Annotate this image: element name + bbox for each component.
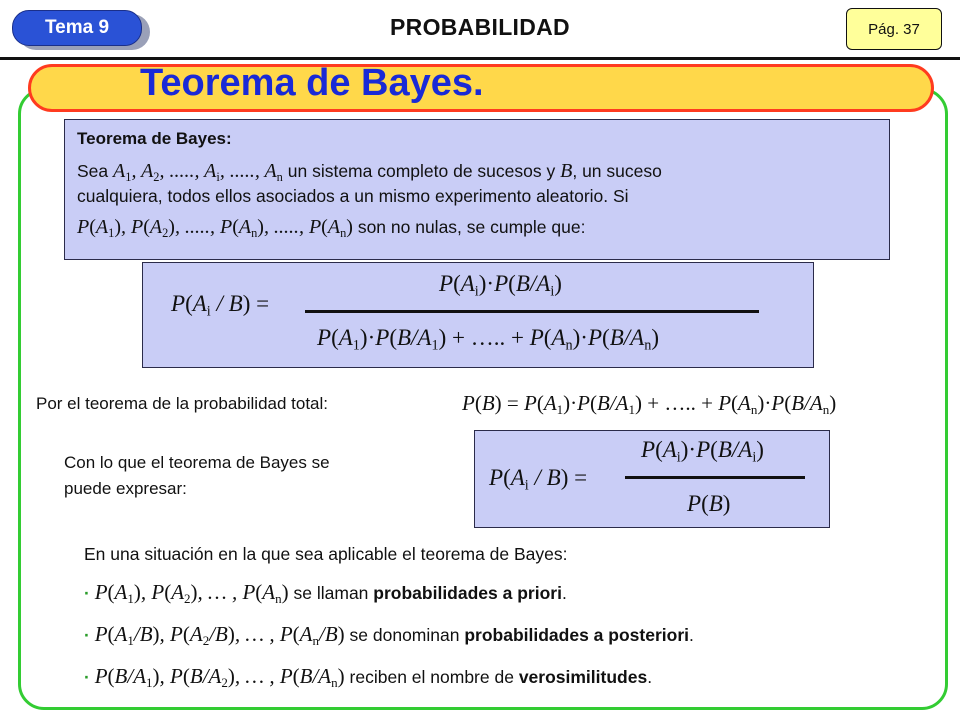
- likelihood-term: verosimilitudes: [518, 667, 648, 687]
- theorem-probs: $P(A_1)$, $P(A_2)$, ....., $P(A_n)$, ....., $P(A_n)$: [77, 216, 353, 240]
- prior-pre: se llaman: [293, 583, 369, 603]
- theorem-line3-post: son no nulas, se cumple que:: [357, 217, 586, 237]
- prior-item: [84, 580, 567, 607]
- posterior-post: .: [689, 625, 694, 645]
- prior-math: $P(A_1)$, $P(A_2)$, … , $P(A_n)$: [94, 580, 289, 607]
- bullet-icon: ·: [84, 583, 90, 603]
- total-prob-formula: $P(B) = P(A_1)\cdot P(B/A_1)$ + ….. + $P(A_n)\cdot P(B/A_n)$: [462, 391, 837, 418]
- theorem-line1-post: , un suceso: [572, 161, 662, 181]
- theorem-sets: $A_1$, $A_2$, ....., $A_i$, ....., $A_n$: [113, 160, 283, 184]
- theorem-mid: un sistema completo de sucesos y: [287, 161, 556, 181]
- total-prob-label: Por el teorema de la probabilidad total:: [36, 394, 329, 413]
- likelihood-pre: reciben el nombre de: [349, 667, 514, 687]
- bayes-fraction-bar: [305, 310, 759, 313]
- page-number: Pág. 37: [868, 20, 920, 38]
- compact-denominator: P(B): [687, 491, 731, 516]
- compact-lhs: $P(A_i / B)$ =: [489, 465, 588, 494]
- theorem-line-1: [77, 160, 662, 185]
- page-number-badge: [846, 8, 942, 50]
- compact-label-2: puede expresar:: [64, 479, 187, 498]
- prior-post: .: [561, 583, 567, 603]
- slide-title: Teorema de Bayes.: [140, 62, 484, 104]
- compact-numerator: $P(A_i)\cdot P(B/A_i)$: [641, 437, 764, 466]
- posterior-pre: se donominan: [349, 625, 460, 645]
- likelihood-item: [84, 664, 652, 691]
- theorem-b: B: [560, 160, 573, 182]
- bayes-numerator: $P(A_i)\cdot P(B/A_i)$: [439, 271, 562, 300]
- theorem-line-3: [77, 216, 585, 241]
- theorem-box: [64, 119, 890, 260]
- posterior-term: probabilidades a posteriori: [464, 625, 689, 645]
- posterior-item: [84, 622, 694, 649]
- bayes-lhs: $P(A_i / B)$ =: [171, 291, 270, 320]
- compact-label-1: Con lo que el teorema de Bayes se: [64, 453, 330, 472]
- tema-label: Tema 9: [44, 17, 110, 38]
- subject-title: PROBABILIDAD: [390, 14, 570, 40]
- bullet-icon: ·: [84, 667, 90, 687]
- likelihood-math: $P(B/A_1)$, $P(B/A_2)$, … , $P(B/A_n)$: [94, 664, 345, 691]
- likelihood-post: .: [647, 667, 653, 687]
- theorem-sea: Sea: [77, 161, 109, 181]
- theorem-heading: Teorema de Bayes:: [77, 129, 232, 148]
- bullet-icon: ·: [84, 625, 90, 645]
- compact-formula-box: [474, 430, 830, 528]
- prior-term: probabilidades a priori: [373, 583, 562, 603]
- theorem-line-2: cualquiera, todos ellos asociados a un mismo experimento aleatorio. Si: [77, 186, 629, 206]
- bayes-formula-box: [142, 262, 814, 368]
- situation-intro: En una situación en la que sea aplicable el teorema de Bayes:: [84, 544, 568, 564]
- compact-fraction-bar: [625, 476, 805, 479]
- posterior-math: $P(A_1/B)$, $P(A_2/B)$, … , $P(A_n/B)$: [94, 622, 345, 649]
- header-divider: [0, 57, 960, 60]
- bayes-denominator: $P(A_1)\cdot P(B/A_1)$ + ….. + $P(A_n)\cdot P(B/A_n)$: [317, 325, 659, 354]
